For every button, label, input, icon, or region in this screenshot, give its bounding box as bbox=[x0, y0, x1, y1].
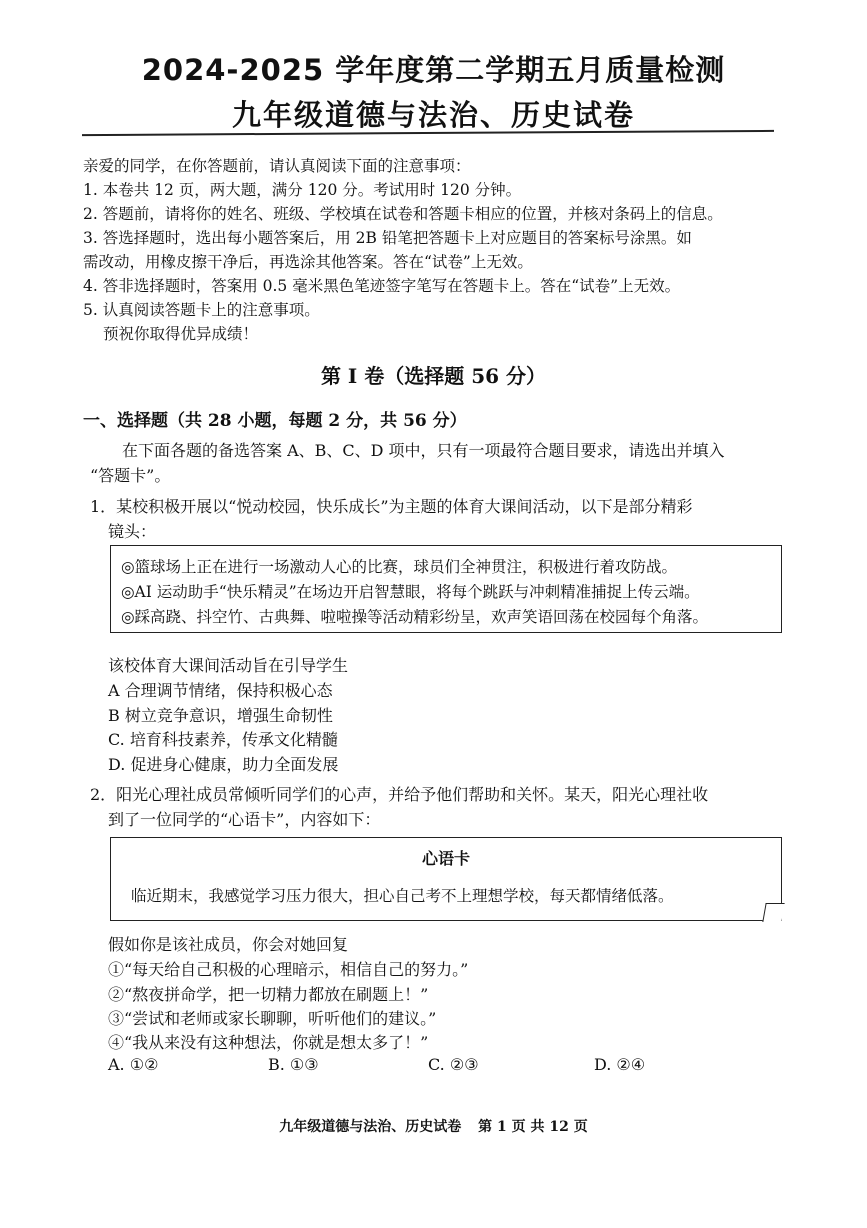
q2-card-text: 临近期末，我感觉学习压力很大，担心自己考不上理想学校，每天都情绪低落。 bbox=[131, 887, 674, 905]
q1-scene-3: ◎踩高跷、抖空竹、古典舞、啦啦操等活动精彩纷呈，欢声笑语回荡在校园每个角落。 bbox=[121, 608, 709, 626]
exam-title-line2: 九年级道德与法治、历史试卷 bbox=[231, 98, 635, 132]
card-folded-corner bbox=[762, 903, 784, 922]
notice-item-4: 4. 答非选择题时，答案用 0.5 毫米黑色笔迹签字笔写在答题卡上。答在“试卷”上无效。 bbox=[83, 277, 681, 295]
q1-option-d: D. 促进身心健康，助力全面发展 bbox=[108, 755, 339, 774]
q1-option-a: A 合理调节情绪，保持积极心态 bbox=[108, 681, 333, 700]
notice-intro: 亲爱的同学，在你答题前，请认真阅读下面的注意事项： bbox=[83, 157, 471, 175]
q2-statement-1: ①“每天给自己积极的心理暗示，相信自己的努力。” bbox=[108, 960, 469, 979]
q1-question: 该校体育大课间活动旨在引导学生 bbox=[108, 656, 349, 675]
page-footer bbox=[0, 1116, 867, 1136]
q2-card-title: 心语卡 bbox=[421, 849, 470, 868]
q2-stem-line1: 2．阳光心理社成员常倾听同学们的心声，并给予他们帮助和关怀。某天，阳光心理社收 bbox=[90, 785, 709, 804]
q2-option-c: C. ②③ bbox=[428, 1055, 479, 1074]
notice-item-3: 3. 答选择题时，选出每小题答案后，用 2B 铅笔把答题卡上对应题目的答案标号涂黑。如 bbox=[83, 229, 692, 247]
footer-subject: 九年级道德与法治、历史试卷 bbox=[279, 1119, 462, 1135]
part-heading: 一、选择题（共 28 小题，每题 2 分，共 56 分） bbox=[83, 411, 467, 431]
q2-stem-line2: 到了一位同学的“心语卡”，内容如下： bbox=[108, 810, 381, 829]
q1-scene-1: ◎篮球场上正在进行一场激动人心的比赛，球员们全神贯注，积极进行着攻防战。 bbox=[121, 558, 678, 576]
notice-item-3-cont: 需改动，用橡皮擦干净后，再选涂其他答案。答在“试卷”上无效。 bbox=[83, 253, 533, 271]
instruction-line1: 在下面各题的备选答案 A、B、C、D 项中，只有一项最符合题目要求，请选出并填入 bbox=[122, 441, 725, 460]
q1-option-c: C. 培育科技素养，传承文化精髓 bbox=[108, 730, 338, 749]
q2-option-d: D. ②④ bbox=[594, 1055, 646, 1074]
q1-scene-2: ◎AI 运动助手“快乐精灵”在场边开启智慧眼，将每个跳跃与冲刺精准捕捉上传云端。 bbox=[121, 583, 700, 601]
notice-wish: 预祝你取得优异成绩！ bbox=[103, 325, 259, 343]
q2-heart-card bbox=[110, 837, 782, 921]
notice-item-2: 2. 答题前，请将你的姓名、班级、学校填在试卷和答题卡相应的位置，并核对条码上的信息。 bbox=[83, 205, 723, 223]
exam-title-line1: 2024-2025 学年度第二学期五月质量检测 bbox=[141, 53, 726, 87]
q1-stem-line1: 1．某校积极开展以“悦动校园，快乐成长”为主题的体育大课间活动，以下是部分精彩 bbox=[90, 497, 693, 516]
footer-page-number: 第 1 页 共 12 页 bbox=[478, 1119, 588, 1135]
q2-option-b: B. ①③ bbox=[268, 1055, 319, 1074]
q2-statement-4: ④“我从来没有这种想法，你就是想太多了！” bbox=[108, 1033, 429, 1052]
q2-statement-2: ②“熬夜拼命学，把一切精力都放在刷题上！” bbox=[108, 985, 429, 1004]
q2-question: 假如你是该社成员，你会对她回复 bbox=[108, 935, 349, 954]
section-title: 第 I 卷（选择题 56 分） bbox=[320, 364, 547, 388]
instruction-line2: “答题卡”。 bbox=[90, 466, 171, 485]
q2-option-a: A. ①② bbox=[108, 1055, 159, 1074]
notice-item-5: 5. 认真阅读答题卡上的注意事项。 bbox=[83, 301, 320, 319]
q1-option-b: B 树立竞争意识，增强生命韧性 bbox=[108, 706, 333, 725]
notice-item-1: 1. 本卷共 12 页，两大题，满分 120 分。考试用时 120 分钟。 bbox=[83, 181, 522, 199]
q2-statement-3: ③“尝试和老师或家长聊聊，听听他们的建议。” bbox=[108, 1009, 437, 1028]
q1-stem-line2: 镜头： bbox=[108, 522, 157, 541]
